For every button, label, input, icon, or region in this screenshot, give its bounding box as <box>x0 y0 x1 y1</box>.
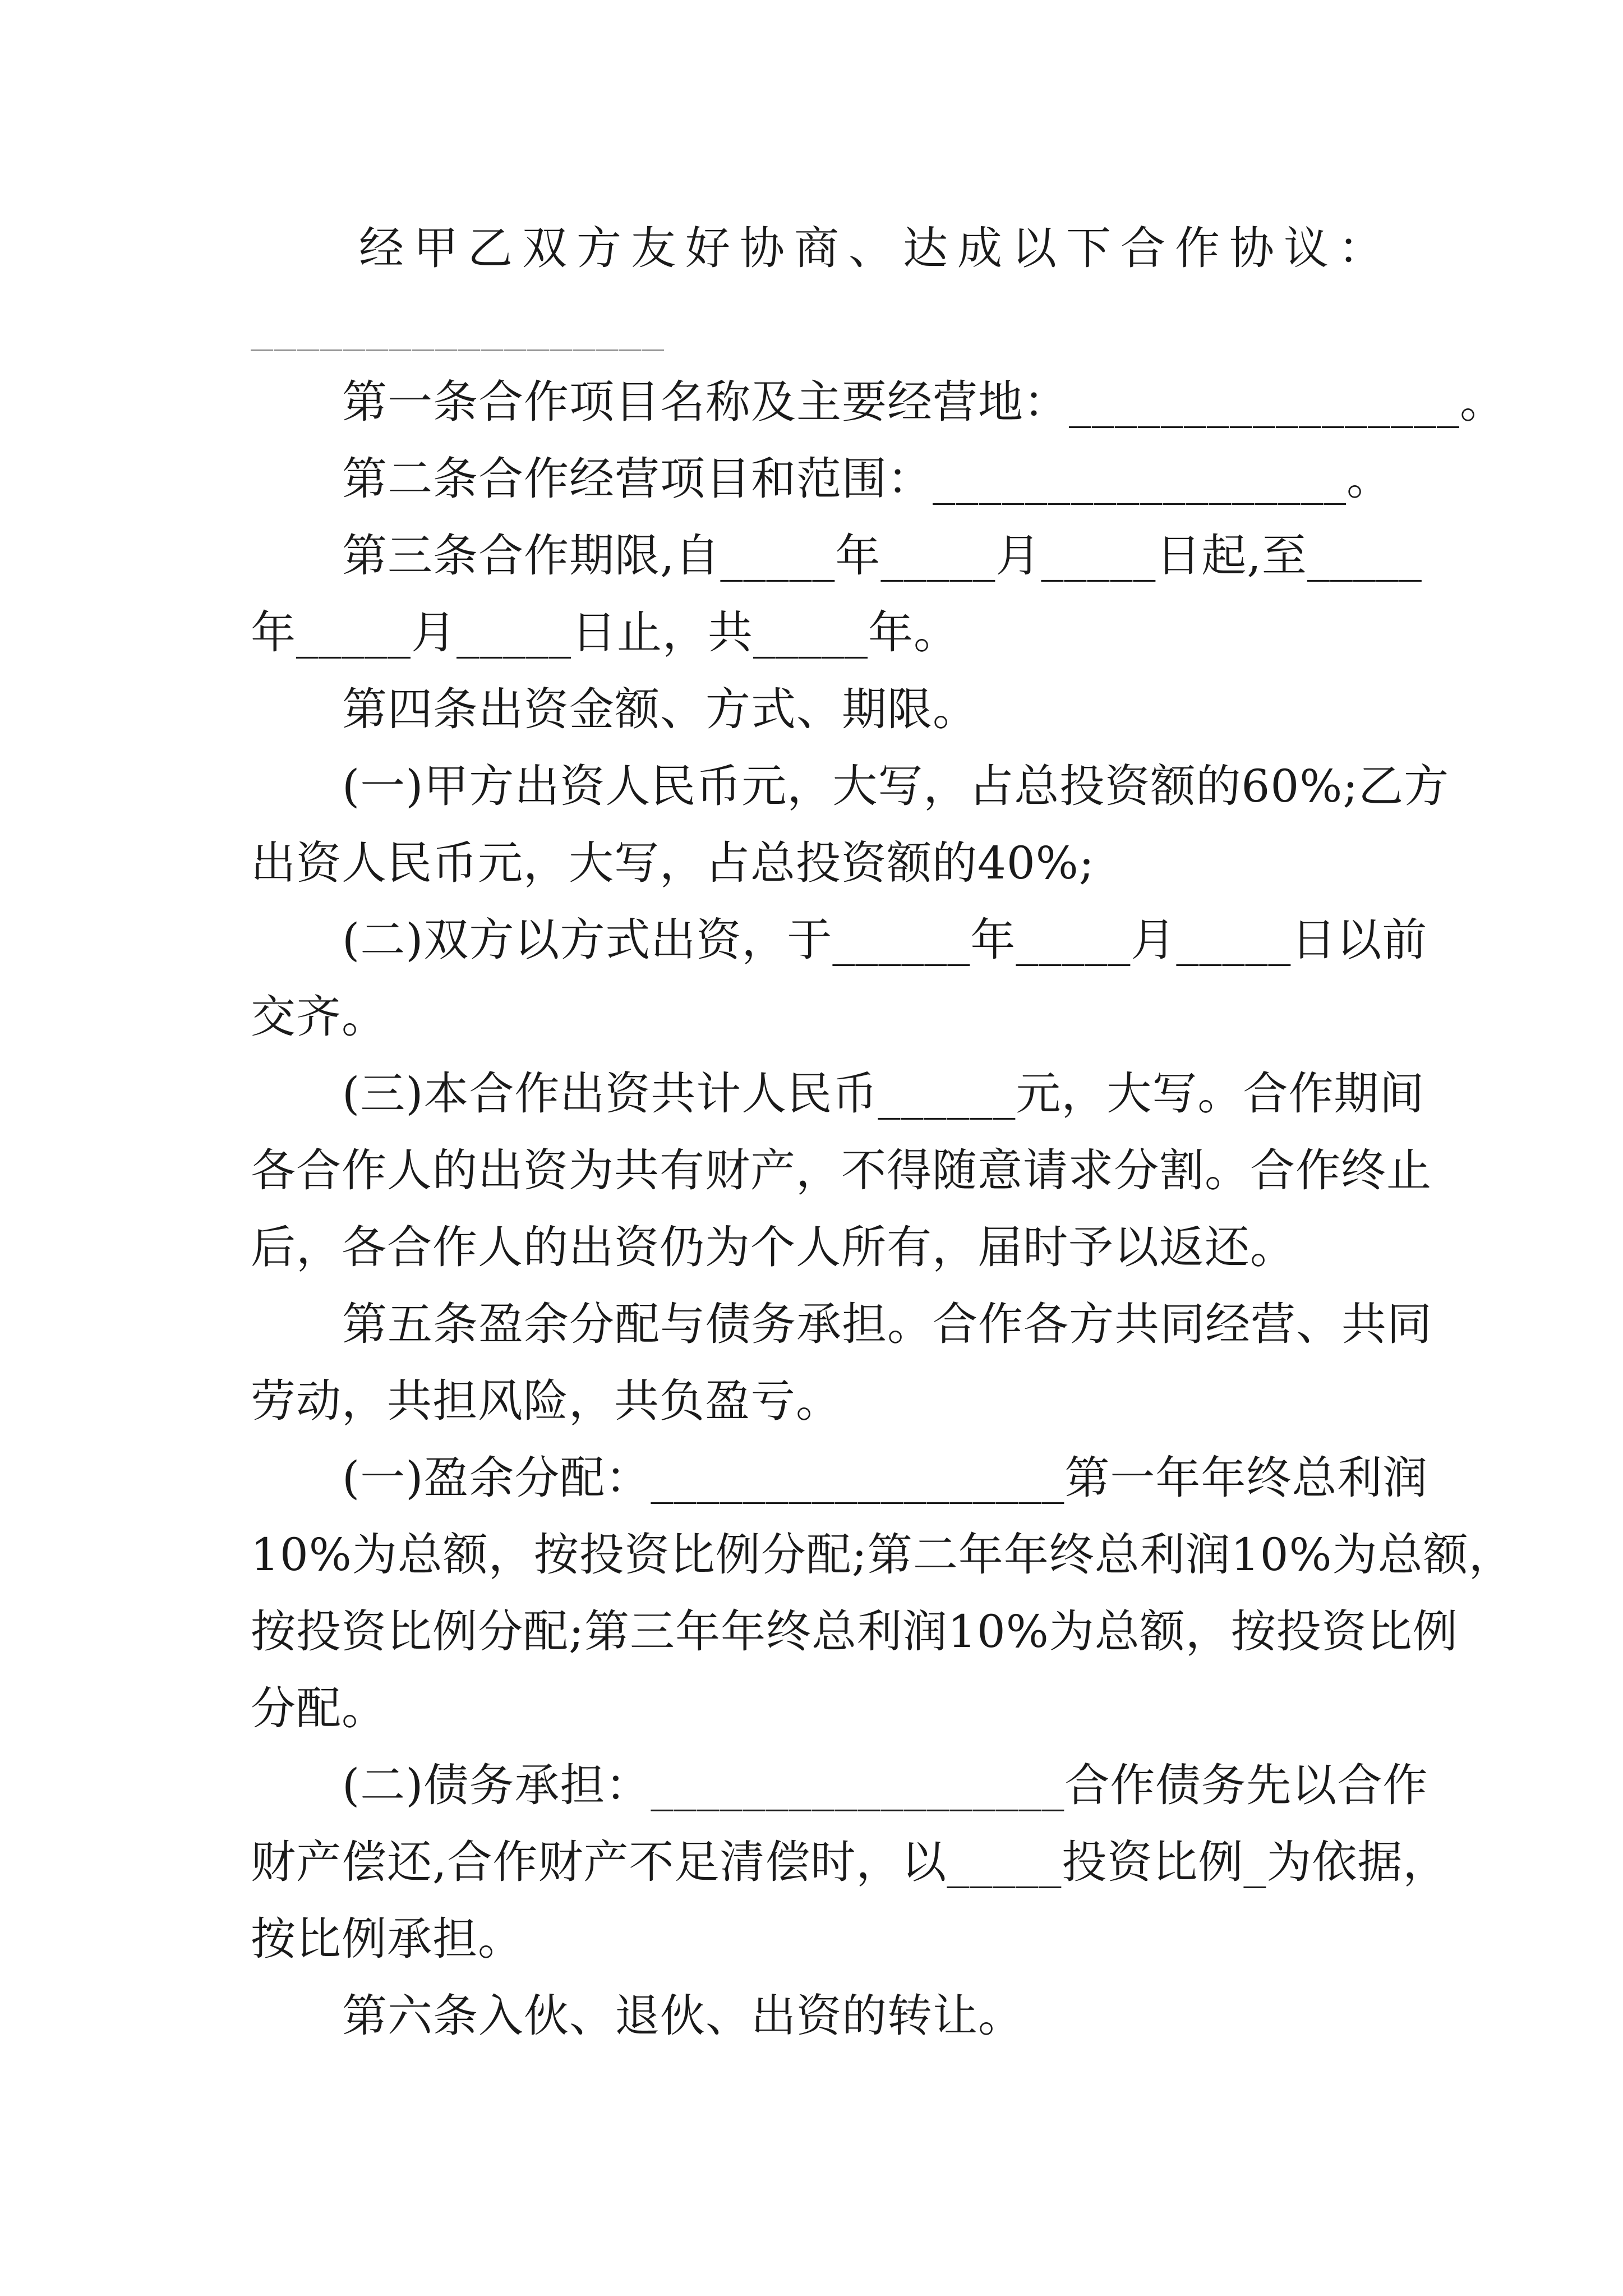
article-5-item-2-line-3: 按比例承担。 <box>251 1913 523 1965</box>
article-4-item-2-line-2: 交齐。 <box>251 991 387 1043</box>
article-4-item-3-line-2: 各合作人的出资为共有财产，不得随意请求分割。合作终止 <box>251 1144 1432 1197</box>
article-5-item-1-line-1: (一)盈余分配：__________________第一年年终总利润 <box>342 1452 1428 1504</box>
article-4-item-3-line-1: (三)本合作出资共计人民币______元，大写。合作期间 <box>342 1068 1425 1120</box>
article-4-item-2-line-1: (二)双方以方式出资，于______年_____月_____日以前 <box>342 914 1428 966</box>
article-4-heading: 第四条出资金额、方式、期限。 <box>342 683 978 735</box>
article-1-project-location: 第一条合作项目名称及主要经营地：_________________。 <box>342 376 1505 428</box>
article-5-heading-line-2: 劳动，共担风险，共负盈亏。 <box>251 1375 841 1427</box>
article-5-item-2-line-2: 财产偿还,合作财产不足清偿时，以_____投资比例_为依据， <box>251 1836 1449 1888</box>
article-5-item-2-line-1: (二)债务承担：__________________合作债务先以合作 <box>342 1759 1428 1811</box>
article-6-heading: 第六条入伙、退伙、出资的转让。 <box>342 1990 1023 2042</box>
article-5-item-1-line-3: 按投资比例分配;第三年年终总利润10%为总额，按投资比例 <box>251 1605 1458 1658</box>
article-5-heading-line-1: 第五条盈余分配与债务承担。合作各方共同经营、共同 <box>342 1298 1432 1350</box>
article-4-item-1-line-2: 出资人民币元，大写，占总投资额的40%; <box>251 837 1095 889</box>
article-3-term-line-1: 第三条合作期限,自_____年_____月_____日起,至_____ <box>342 530 1422 582</box>
article-4-item-3-line-3: 后，各合作人的出资仍为个人所有，届时予以返还。 <box>251 1221 1295 1273</box>
article-5-item-1-line-4: 分配。 <box>251 1682 387 1734</box>
article-3-term-line-2: 年_____月_____日止，共_____年。 <box>251 606 959 659</box>
article-2-business-scope: 第二条合作经营项目和范围：__________________。 <box>342 453 1392 505</box>
agreement-intro-line: 经甲乙双方友好协商、达成以下合作协议： <box>359 222 1393 274</box>
agreement-body <box>251 210 1597 2054</box>
article-4-item-1-line-1: (一)甲方出资人民币元，大写，占总投资额的60%;乙方 <box>342 760 1450 812</box>
article-5-item-1-line-2: 10%为总额，按投资比例分配;第二年年终总利润10%为总额， <box>251 1529 1514 1581</box>
agreement-intro-blank: __________________ <box>251 299 665 351</box>
